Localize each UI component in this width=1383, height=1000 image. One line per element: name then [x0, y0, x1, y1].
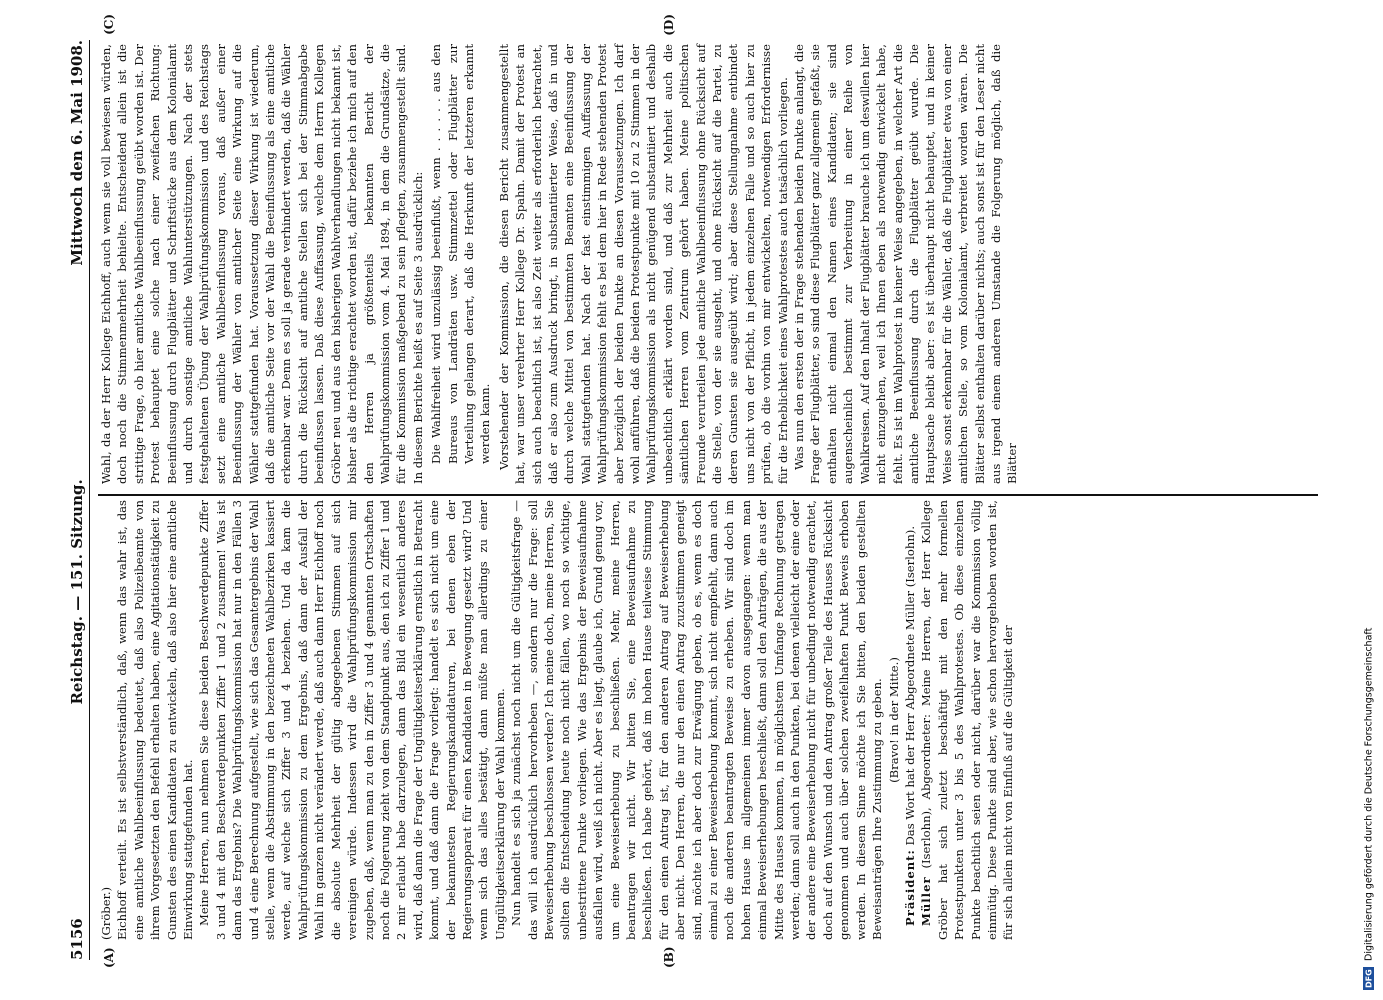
speaker-label: Präsident:	[902, 849, 917, 926]
header-title: Reichstag. — 151. Sitzung.	[67, 479, 86, 705]
speaker-label: Müller	[918, 876, 933, 926]
header-date: Mittwoch den 6. Mai 1908.	[67, 40, 86, 266]
margin-mark-d: (D)	[661, 14, 676, 36]
margin-mark-a: (A)	[101, 947, 116, 968]
left-column	[98, 500, 1017, 940]
dfg-logo: DFG	[1364, 969, 1374, 988]
paragraph: Vorstehender der Kommission, die diesen Bericht zusammengestellt hat, war unser verehrter Herr Kollege Dr. Spahn. Damit der Protest an sich auch beachtlich ist, ist also Zeit weiter als erforderlich betrachtet, daß er also zum Ausdruck bringt, in substantiierter Weise, daß in und durch welche Mittel von bestimmten Beamten eine Beeinflussung der Wahl stattgefunden hat. Nach der fast einstimmigen Auffassung der Wahlprüfungskommission fehlt es bei dem hier in Rede stehenden Protest aber bezüglich der beiden Punkte an diesen Voraussetzungen. Ich darf wohl anführen, daß die beiden Protestpunkte mit 10 zu 2 Stimmen in der Wahlprüfungskommission als nicht genügend substantiiert und deshalb unbeachtlich erklärt worden sind, und daß zur Mehrheit auch die sämtlichen Herren vom Zentrum gehört haben. Meine politischen Freunde verurteilen jede amtliche Wahlbeeinflussung ohne Rücksicht auf die Stelle, von der sie ausgeht, und ohne Rücksicht auf die Partei, zu deren Gunsten sie ausgeübt wird; aber diese Stellungnahme entbindet uns nicht von der Pflicht, in jedem einzelnen Falle und so auch hier zu prüfen, ob die vorhin von mir entwickelten, notwendigen Erfordernisse für die Erheblichkeit eines Wahlprotestes auch tatsächlich vorliegen.	[496, 44, 790, 484]
credit-text: Digitalisierung gefördert durch die Deutsche Forschungsgemeinschaft	[1363, 628, 1375, 962]
paragraph: Nun handelt es sich ja zunächst noch nicht um die Gültigkeitsfrage — das will ich ausdrücklich hervorheben —, sondern nur die Frage: soll Beweiserhebung beschlossen werden? Ich meine doch, meine Herren, Sie sollten die Entscheidung heute noch nicht fällen, wo noch so wichtige, unbestrittene Punkte vorliegen. Wie das Ergebnis der Beweisaufnahme ausfallen wird, weiß ich nicht. Aber es liegt, glaube ich, Grund genug vor, um eine Beweiserhebung zu beschließen. Mehr, meine Herren, beantragen wir nicht. Wir bitten Sie, eine Beweisaufnahme zu beschließen. Ich habe gehört, daß im hohen Hause teilweise Stimmung für den einen Antrag ist, für den anderen Antrag auf Beweiserhebung aber nicht. Den Herren, die nur den einen Antrag zuzustimmen geneigt sind, möchte ich aber doch zur Erwägung geben, ob es, wenn es doch einmal zu einer Beweiserhebung kommt, sich nicht empfiehlt, dann auch noch die anderen beantragten Beweise zu erheben. Wir sind doch im hohen Hause im allgemeinen immer davon ausgegangen: wenn man einmal Beweiserhebungen beschließt, dann soll den Anträgen, die aus der Mitte des Hauses kommen, in möglichstem Umfange Rechnung getragen werden; dann soll auch in den Punkten, bei denen vielleicht der eine oder der andere eine Beweiserhebung nicht für unbedingt notwendig erachtet, doch auf den Wunsch und den Antrag großer Teile des Hauses Rücksicht genommen und auch über solchen zweifelhaften Punkt Beweis erhoben werden. In diesem Sinne möchte ich Sie bitten, den beiden gestellten Beweisanträgen Ihre Zustimmung zu geben.	[508, 500, 884, 940]
document-page	[42, 14, 1342, 980]
right-column	[98, 44, 1021, 484]
applause-note: (Bravo! in der Mitte.)	[886, 657, 900, 783]
paragraph: Eichhoff verteilt. Es ist selbstverständlich, daß, wenn das wahr ist, das eine amtliche Wahlbeeinflussung bedeutet, daß also Polizeibeamte von ihrem Vorgesetzten den Befehl erhalten haben, eine Agitationstätigkeit zu Gunsten des einen Kandidaten zu entwickeln, daß also hier eine amtliche Einwirkung stattgefunden hat.	[114, 500, 195, 940]
paragraph: Das Wort hat der Herr Abgeordnete Müller (Iserlohn).	[902, 525, 917, 846]
margin-mark-b: (B)	[661, 946, 676, 968]
digitization-credit	[1359, 10, 1379, 990]
quotation: Die Wahlfreiheit wird unzulässig beeinflußt, wenn . . . . . . aus den Bureaus von Landräten usw. Stimmzettel oder Flugblätter zur Verteilung gelangen derart, daß die Herkunft der letzteren erkannt werden kann.	[428, 44, 492, 464]
speaker-tag: (Gröber.)	[98, 886, 113, 940]
page-header	[60, 40, 90, 960]
margin-mark-c: (C)	[101, 14, 116, 35]
paragraph: Wahl, da der Herr Kollege Eichhoff, auch wenn sie voll bewiesen würden, doch noch die Stimmenmehrheit behielte. Entscheidend allein ist die strittige Frage, ob hier amtliche Wahlbeeinflussung geübt worden ist. Der Protest behauptet eine solche nach einer zweifachen Richtung: Beeinflussung durch Flugblätter und Schriftstücke aus dem Kolonialamt und durch sonstige amtliche Wahlunterstützungen. Nach der stets festgehaltenen Übung der Wahlprüfungskommission und des Reichstags setzt eine amtliche Wahlbeeinflussung voraus, daß außer einer Beeinflussung der Wähler von amtlicher Seite eine Wirkung auf die Wähler stattgefunden hat. Voraussetzung dieser Wirkung ist wiederum, daß die amtliche Seite vor der Wahl die Beeinflussung als eine amtliche erkennbar war. Denn es soll ja gerade verhindert werden, daß die Wähler durch die Rücksicht auf amtliche Stellen sich bei der Stimmabgabe beeinflussen lassen. Daß diese Auffassung, welche dem Herrn Kollegen Gröber neu und aus den bisherigen Wahlverhandlungen nicht bekannt ist, bisher als die richtige erachtet worden ist, dafür beziehe ich mich auf den den Herren ja größtenteils bekannten Bericht der Wahlprüfungskommission vom 4. Mai 1894, in dem die Grundsätze, die für die Kommission maßgebend zu sein pflegten, zusammengestellt sind. In diesem Berichte heißt es auf Seite 3 ausdrücklich:	[98, 44, 425, 484]
paragraph: (Iserlohn), Abgeordneter: Meine Herren, der Herr Kollege Gröber hat sich zuletzt beschäftigt mit den mehr formellen Protestpunkten unter 3 bis 5 des Wahlprotestes. Ob diese einzelnen Punkte beachtlich seien oder nicht, darüber war die Kommission völlig einmütig. Diese Punkte sind aber, wie schon hervorgehoben worden ist, für sich allein nicht von Einfluß auf die Gültigkeit der	[918, 500, 1015, 940]
page-number: 5156	[67, 918, 86, 960]
paragraph: Was nun den ersten der in Frage stehenden beiden Punkte anlangt, die Frage der Flugblätter, so sind diese Flugblätter ganz allgemein gefaßt, sie enthalten nicht einmal den Namen eines Kandidaten; sie sind augenscheinlich bestimmt zur Verbreitung in einer Reihe von Wahlkreisen. Auf den Inhalt der Flugblätter brauche ich um deswillen hier nicht einzugehen, weil ich Ihnen eben als notwendig entwickelt habe, fehlt. Es ist im Wahlprotest in keiner Weise angegeben, in welcher Art die amtliche Beeinflussung durch die Flugblätter geübt wurde. Die Hauptsache bleibt aber: es ist überhaupt nicht behauptet, und in keiner Weise sonst erkennbar für die Wähler, daß die Flugblätter etwa von einer amtlichen Stelle, so vom Kolonialamt, verbreitet worden wären. Die Blätter selbst enthalten darüber nichts; auch sonst ist für den Leser nicht aus irgend einem anderen Umstande die Folgerung möglich, daß die Blätter	[791, 44, 1019, 484]
column-divider	[98, 495, 1318, 497]
paragraph: Meine Herren, nun nehmen Sie diese beiden Beschwerdepunkte Ziffer 3 und 4 mit den Beschwerdepunkten Ziffer 1 und 2 zusammen! Was ist dann das Ergebnis? Die Wahlprüfungskommission hat nur in den Fällen 3 und 4 eine Berechnung aufgestellt, wie sich das Gesamtergebnis der Wahl stelle, wenn die Abstimmung in den bezeichneten Wahlbezirken kassiert werde, auf welche sich Ziffer 3 und 4 beziehen. Und da kam die Wahlprüfungskommission zu dem Ergebnis, daß dann der Ausfall der Wahl im ganzen nicht verändert werde, daß auch dann Herr Eichhoff noch die absolute Mehrheit der gültig abgegebenen Stimmen auf sich vereinigen würde. Indessen wird die Wahlprüfungskommission mir zugeben, daß, wenn man zu den in Ziffer 3 und 4 genannten Ortschaften noch die Folgerung zieht von dem Standpunkt aus, den ich zu Ziffer 1 und 2 mir erlaubt habe darzulegen, dann das Bild ein wesentlich anderes wird, daß dann die Frage der Ungültigkeitserklärung ernstlich in Betracht kommt, und daß dann die Frage vorliegt: handelt es sich nicht um eine der bekanntesten Regierungskandidaturen, bei denen eben der Regierungsapparat für einen Kandidaten in Bewegung gesetzt wird? Und wenn sich das alles bestätigt, dann müßte man allerdings zu einer Ungültigkeitserklärung der Wahl kommen.	[196, 500, 507, 940]
